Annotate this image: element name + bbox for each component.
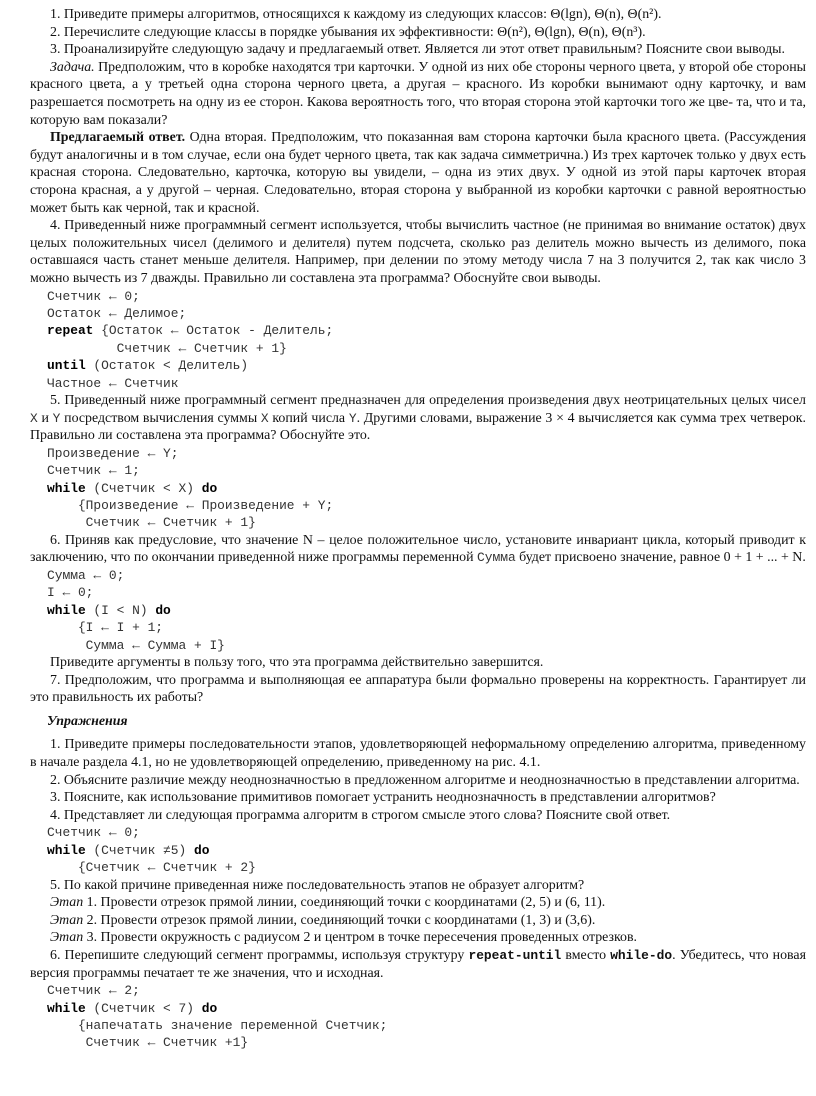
code-block-5	[47, 445, 806, 532]
code-line: Счетчик ← Счетчик + 1}	[47, 340, 287, 356]
keyword-do: do	[194, 842, 210, 858]
answer-label: Предлагаемый ответ.	[50, 130, 186, 146]
code-line: Счетчик ← 2;	[47, 983, 140, 999]
question-7: 7. Предположим, что программа и выполняющая ее аппаратура были формально проверены на корректность. Гарантирует ли это правильность их работы?	[30, 672, 806, 706]
answer-paragraph	[30, 129, 806, 217]
exercises-heading: Упражнения	[47, 713, 128, 729]
code-line: until (Остаток < Делитель)	[47, 358, 249, 374]
keyword-while: while	[47, 602, 86, 618]
stage-3: Этап 3. Провести окружность с радиусом 2 и центром в точке пересечения проведенных отрезков.	[50, 930, 638, 946]
keyword-do: do	[155, 602, 171, 618]
task-text: Предположим, что в коробке находятся три карточки. У одной из них обе стороны черного цвета, у второй обе стороны красного цвета, а у третьей одна сторона черного цвета, а другая – красного. Из коробки вынимают одну карточку, и вам разрешается посмотреть на одну из ее сторон. Какова вероятность того, что вторая сторона этой карточки того же цве- та, что и та, которую вам показали?	[30, 59, 806, 128]
task-label: Задача.	[50, 59, 95, 75]
code-line: Произведение ← Y;	[47, 445, 179, 461]
keyword-while: while	[47, 1000, 86, 1016]
question-6: 6. Приняв как предусловие, что значение N – целое положительное число, установите инвариант цикла, который приводит к заключению, что по окончании приведенной ниже программы переменной Сумма будет присвоено значение, равное 0 + 1 + ... + N.	[30, 532, 806, 566]
keyword-until: until	[47, 358, 86, 374]
question-1: 1. Приведите примеры алгоритмов, относящихся к каждому из следующих классов: Θ(lgn), Θ(n), Θ(n²).	[50, 7, 662, 22]
code-line: Частное ← Счетчик	[47, 375, 179, 391]
keyword-while: while	[47, 480, 86, 496]
answer-text: Одна вторая. Предположим, что показанная вам сторона карточки была красного цвета. (Рассуждения будут аналогичны и в том случае, если она будет черного цвета, так как задача симметрична.) Из трех карточек только у двух есть красная сторона. Следовательно, карточка, которую вы увидели, – одна из этих двух. У одной из этой пары карточек вторая сторона красная, а у другой – черная. Следовательно, вторая сторона у выбранной из коробки карточки с равной вероятностью может быть как черной, так и красной.	[30, 130, 806, 216]
code-line: Счетчик ← 0;	[47, 288, 140, 304]
keyword-do: do	[201, 1000, 218, 1016]
code-line: Счетчик ← Счетчик +1}	[47, 1035, 249, 1051]
exercise-5: 5. По какой причине приведенная ниже последовательность этапов не образует алгоритм?	[50, 877, 585, 893]
exercise-4: 4. Представляет ли следующая программа алгоритм в строгом смысле этого слова? Поясните свой ответ.	[50, 807, 671, 823]
code-line: Сумма ← Сумма + I}	[47, 637, 225, 653]
code-line: Счетчик ← Счетчик + 1}	[47, 515, 256, 531]
exercise-6: 6. Перепишите следующий сегмент программы, используя структуру repeat-until вместо while-do. Убедитесь, что новая версия программы печатает те же значения, что и исходная.	[30, 947, 806, 981]
keyword-while: while	[47, 842, 86, 858]
question-5: 5. Приведенный ниже программный сегмент предназначен для определения произведения двух неотрицательных целых чисел X и Y посредством вычисления суммы X копий числа Y. Другими словами, выражение 3 × 4 вычисляется как сумма трех четверок. Правильно ли составлена эта программа? Обоснуйте это.	[30, 392, 806, 444]
exercise-2: 2. Объясните различие между неоднозначностью в предложенном алгоритме и неоднозначностью в представлении алгоритма.	[50, 772, 800, 788]
code-line: while (Счетчик ≠5) do	[47, 842, 210, 858]
exercise-3: 3. Поясните, как использование примитивов помогает устранить неоднозначность в представлении алгоритмов?	[50, 790, 716, 806]
question-2: 2. Перечислите следующие классы в порядке убывания их эффективности: Θ(n²), Θ(lgn), Θ(n), Θ(n³).	[50, 24, 646, 40]
stage-1: Этап 1. Провести отрезок прямой линии, соединяющий точки с координатами (2, 5) и (6, 11).	[50, 895, 606, 911]
code-line: {I ← I + 1;	[47, 620, 164, 636]
question-6-followup: Приведите аргументы в пользу того, что эта программа действительно завершится.	[50, 654, 544, 670]
code-line: repeat {Остаток ← Остаток - Делитель;	[47, 323, 334, 339]
exercise-1: 1. Приведите примеры последовательности этапов, удовлетворяющей неформальному определению алгоритма, приведенному в начале раздела 4.1, но не удовлетворяющей определению, приведенному на рис. 4.1.	[30, 737, 806, 770]
code-line: while (I < N) do	[47, 602, 171, 618]
question-4: 4. Приведенный ниже программный сегмент используется, чтобы вычислить частное (не принимая во внимание остаток) двух целых положительных чисел (делимого и делителя) путем подсчета, сколько раз делитель можно вычесть из делимого, пока оставшаяся часть станет меньше делителя. Например, при делении по этому методу числа 7 на 3 получится 2, так как число 3 можно вычесть из 7 дважды. Правильно ли составлена эта программа? Обоснуйте свои выводы.	[30, 218, 806, 286]
code-block-e4	[47, 824, 806, 876]
code-line: {Счетчик ← Счетчик + 2}	[47, 860, 256, 876]
question-3: 3. Проанализируйте следующую задачу и предлагаемый ответ. Является ли этот ответ правильным? Поясните свои выводы.	[50, 42, 785, 58]
code-line: {Произведение ← Произведение + Y;	[47, 497, 334, 513]
keyword-repeat: repeat	[47, 323, 94, 339]
code-line: Счетчик ← 1;	[47, 463, 140, 479]
code-block-6	[47, 567, 806, 654]
code-block-4	[47, 288, 806, 392]
code-line: while (Счетчик < X) do	[47, 480, 218, 496]
stage-2: Этап 2. Провести отрезок прямой линии, соединяющий точки с координатами (1, 3) и (3,6).	[50, 912, 596, 928]
code-line: Остаток ← Делимое;	[47, 305, 187, 321]
code-block-e6	[47, 982, 806, 1052]
code-line: Сумма ← 0;	[47, 567, 125, 583]
task-paragraph	[30, 59, 806, 129]
code-line: while (Счетчик < 7) do	[47, 1000, 218, 1016]
code-line: Счетчик ← 0;	[47, 825, 140, 841]
code-line: {напечатать значение переменной Счетчик;	[47, 1017, 388, 1033]
code-line: I ← 0;	[47, 585, 94, 601]
keyword-do: do	[201, 480, 218, 496]
